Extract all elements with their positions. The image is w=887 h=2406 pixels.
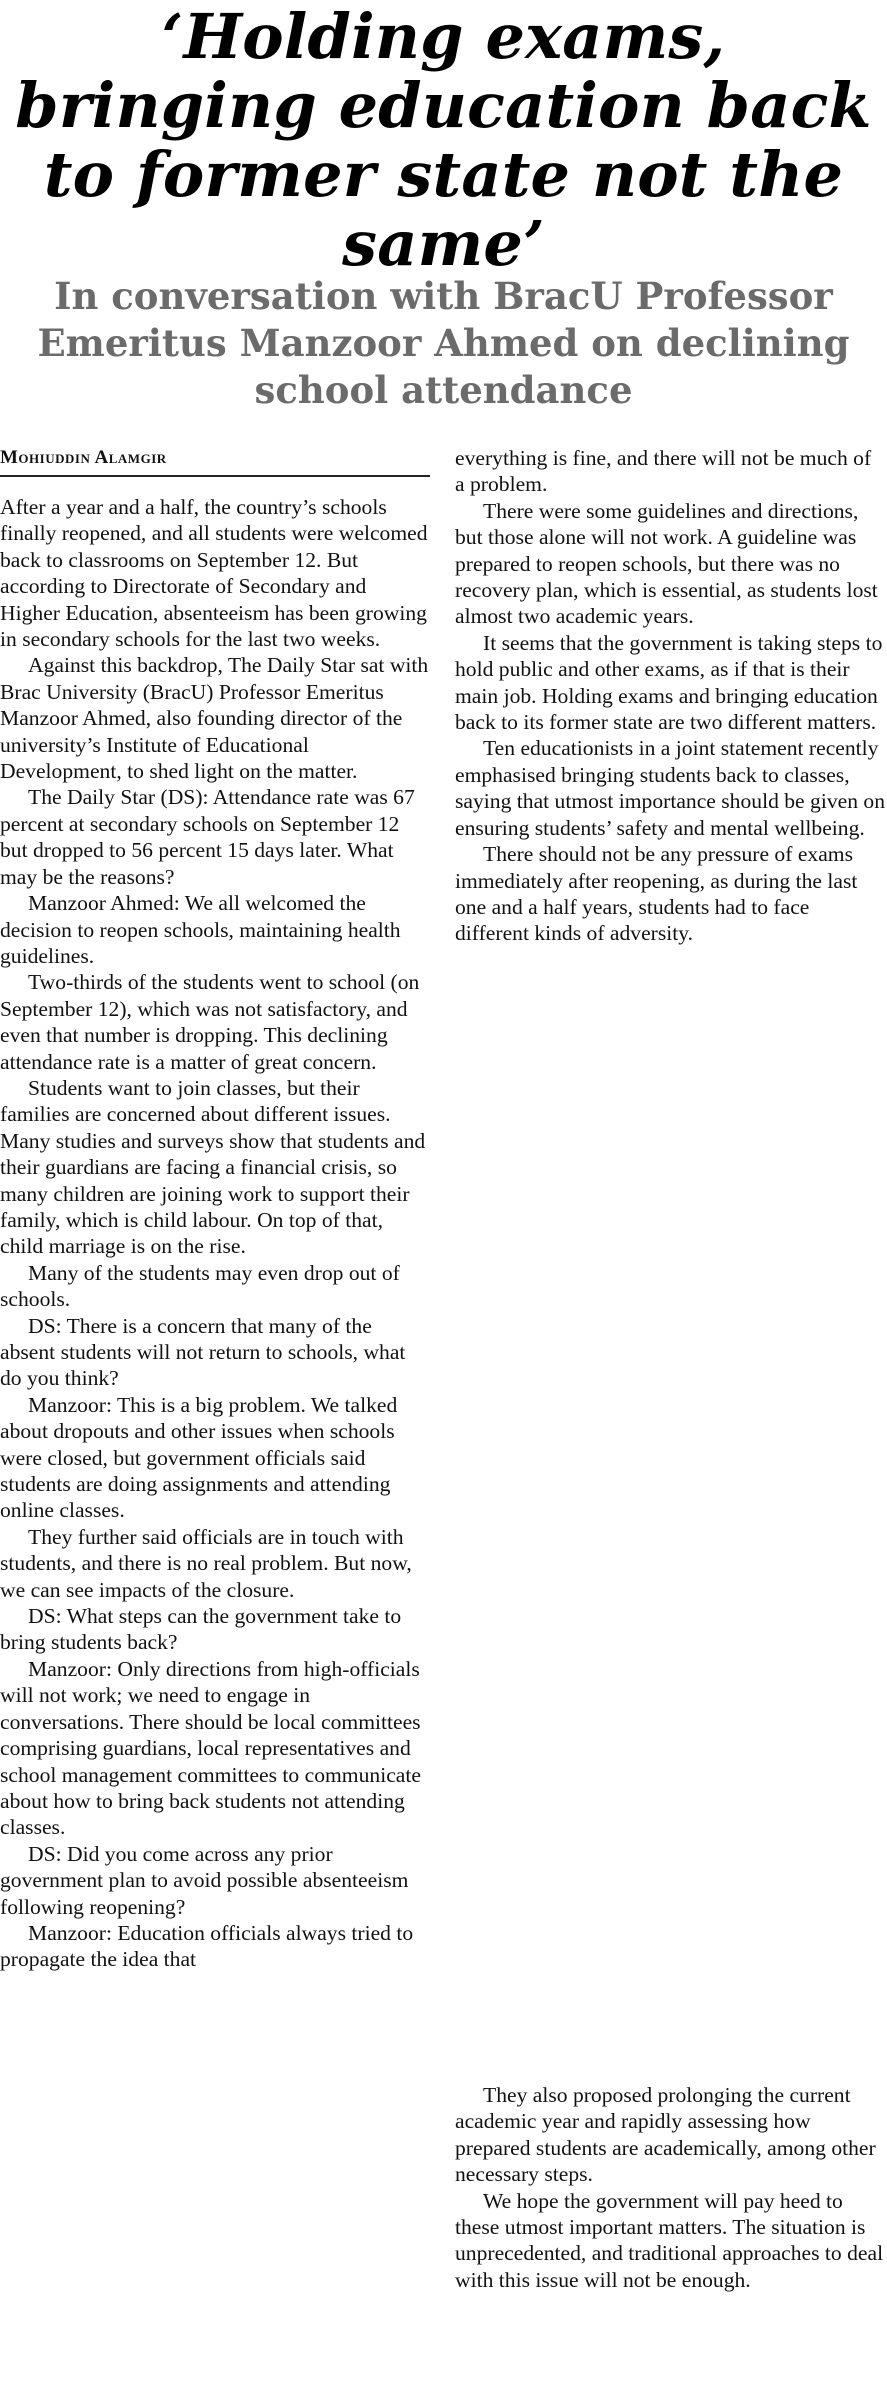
paragraph: They also proposed prolonging the current academic year and rapidly assessing how prepared students are academically, among other necessary steps. (455, 2083, 876, 2187)
paragraph: DS: There is a concern that many of the absent students will not return to schools, what do you think? (0, 1313, 406, 1391)
paragraph: Manzoor: This is a big problem. We talked about dropouts and other issues when schools were closed, but government officials said students are doing assignments and attending online classes. (0, 1392, 398, 1523)
paragraph: DS: What steps can the government take to bring students back? (0, 1604, 402, 1655)
paragraph: Ten educationists in a joint statement recently emphasised bringing students back to classes, saying that utmost importance should be given on ensuring students’ safety and mental wellbeing. (455, 736, 886, 840)
paragraph: There should not be any pressure of exams immediately after reopening, as during the last one and a half years, students had to face different kinds of adversity. (455, 842, 858, 946)
paragraph: DS: Did you come across any prior government plan to avoid possible absenteeism following reopening? (0, 1841, 409, 1919)
paragraph: Students want to join classes, but their families are concerned about different issues. Many studies and surveys show that students and their guardians are facing a financial crisis, so many children are joining work to support their family, which is child labour. On top of that, child marriage is on the rise. (0, 1075, 426, 1259)
paragraph: Against this backdrop, The Daily Star sat with Brac University (BracU) Professor Emeritus Manzoor Ahmed, also founding director of the university’s Institute of Educational Development, to shed light on the matter. (0, 653, 429, 784)
headline: ‘Holding exams, bringing education back to former state not the same’ (15, 0, 872, 280)
paragraph: Manzoor: Education officials always tried to propagate the idea that (0, 1920, 414, 1972)
paragraph: everything is fine, and there will not be much of a problem. (455, 446, 872, 497)
paragraph: After a year and a half, the country’s schools finally reopened, and all students were welcomed back to classrooms on September 12. But according to Directorate of Secondary and Higher Education, absenteeism has been growing in secondary schools for the last two weeks. (0, 495, 428, 652)
paragraph: We hope the government will pay heed to these utmost important matters. The situation is unprecedented, and traditional approaches to deal with this issue will not be enough. (455, 2188, 884, 2292)
byline: Mohiuddin Alamgir (0, 448, 430, 477)
article-column-1 (0, 494, 430, 1973)
paragraph: Many of the students may even drop out of schools. (0, 1260, 400, 1312)
paragraph: There were some guidelines and directions, but those alone will not work. A guideline was prepared to reopen schools, but there was no recovery plan, which is essential, as students lost almost two academic years. (455, 498, 878, 629)
paragraph: Manzoor Ahmed: We all welcomed the decision to reopen schools, maintaining health guidelines. (0, 891, 401, 968)
paragraph: Two-thirds of the students went to school (on September 12), which was not satisfactory, and even that number is dropping. This declining attendance rate is a matter of great concern. (0, 970, 420, 1074)
paragraph: Manzoor: Only directions from high-officials will not work; we need to engage in conversations. There should be local committees comprising guardians, local representatives and school management committees to communicate about how to bring back students not attending classes. (0, 1656, 421, 1840)
subheadline: In conversation with BracU Professor Emeritus Manzoor Ahmed on declining school attendance (37, 274, 850, 412)
article-column-2 (455, 445, 885, 947)
paragraph: It seems that the government is taking steps to hold public and other exams, as if that is their main job. Holding exams and bringing education back to its former state are two different matters. (455, 630, 883, 735)
article-column-3 (455, 2082, 885, 2293)
paragraph: The Daily Star (DS): Attendance rate was 67 percent at secondary schools on September 12 but dropped to 56 percent 15 days later. What may be the reasons? (0, 785, 415, 889)
paragraph: They further said officials are in touch with students, and there is no real problem. But now, we can see impacts of the closure. (0, 1524, 412, 1602)
